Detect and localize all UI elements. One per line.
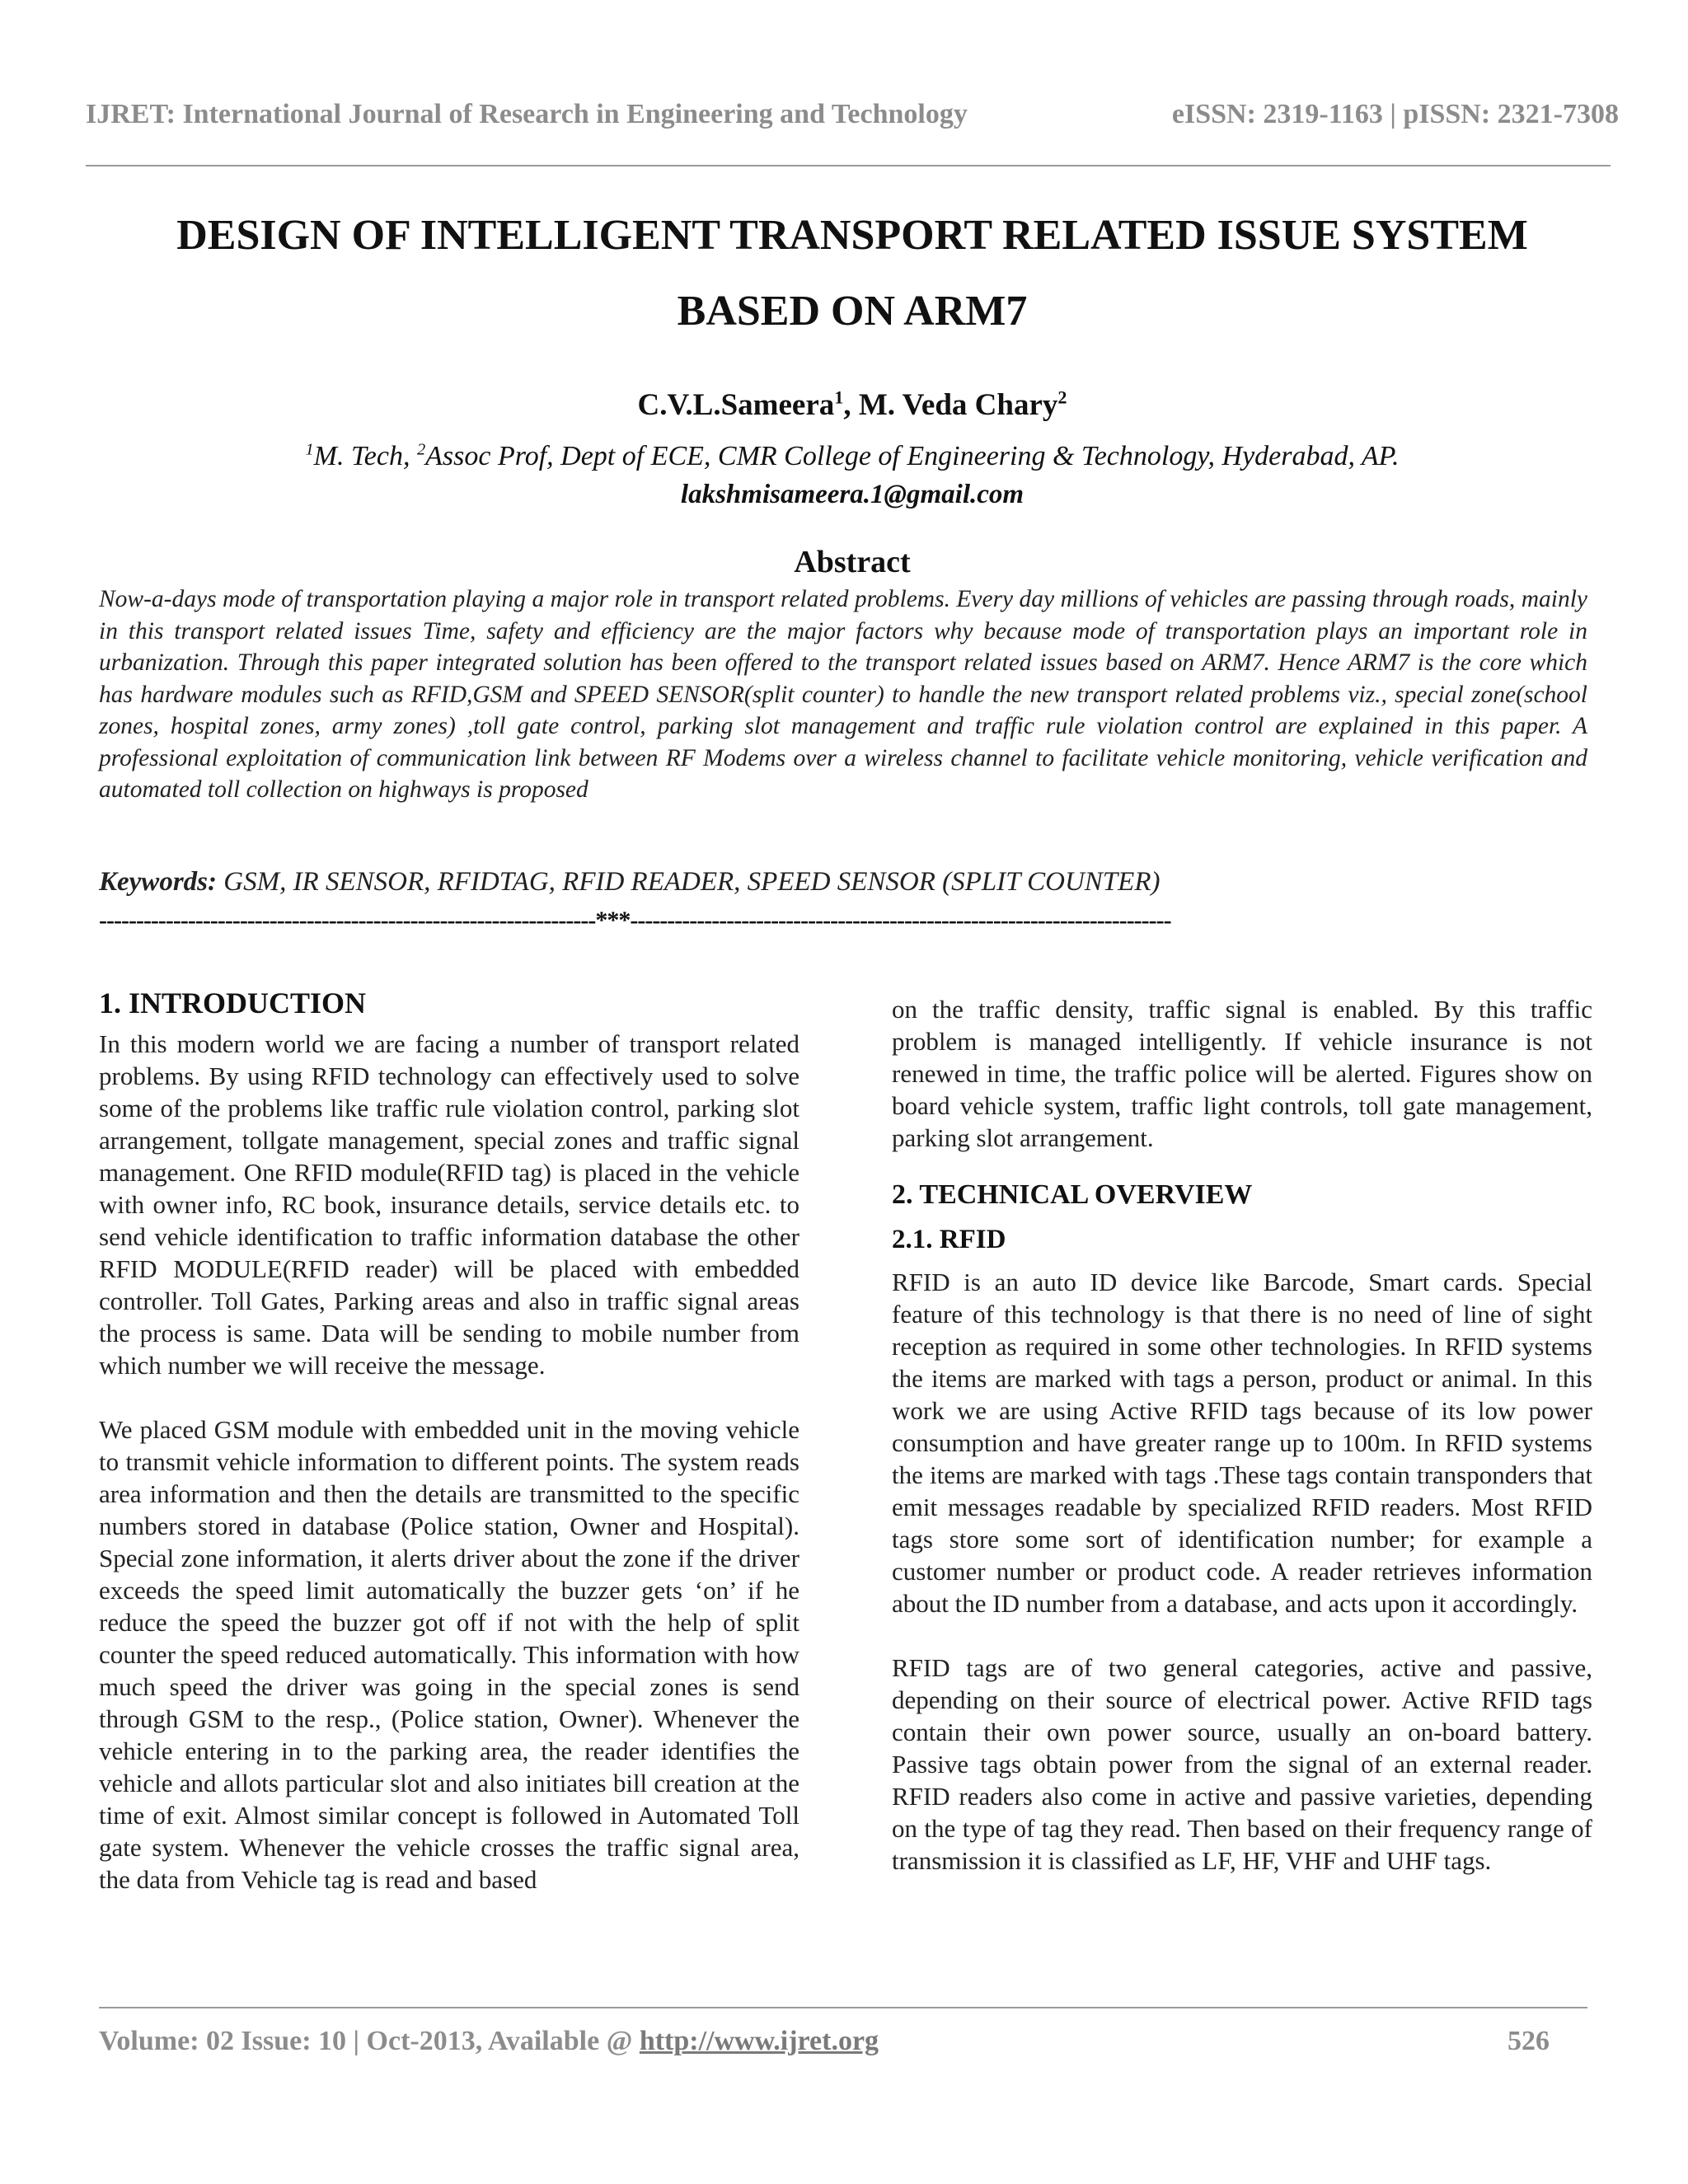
title-line-2: BASED ON ARM7 xyxy=(677,288,1028,335)
technical-overview-heading: 2. TECHNICAL OVERVIEW xyxy=(892,1179,1253,1210)
author-1-marker: 1 xyxy=(834,387,844,408)
affiliation xyxy=(86,441,1619,472)
issn-info: eISSN: 2319-1163 | pISSN: 2321-7308 xyxy=(1171,99,1619,129)
volume-info: Volume: 02 Issue: 10 | Oct-2013, Available @ xyxy=(99,2026,640,2056)
intro-paragraph-1: In this modern world we are facing a number of transport related problems. By using RFID technology can effectively used to solve some of the problems like traffic rule violation control, parking slot arrangement, tollgate management, special zones and traffic signal management. One RFID module(RFID tag) is placed in the vehicle with owner info, RC book, insurance details, service details etc. to send vehicle identification to traffic information database the other RFID MODULE(RFID reader) will be placed with embedded controller. Toll Gates, Parking areas and also in traffic signal areas the process is same. Data will be sending to mobile number from which number we will receive the message. xyxy=(99,1029,799,1380)
author-list xyxy=(86,387,1619,423)
author-separator: , xyxy=(843,388,859,422)
keywords xyxy=(99,867,1587,898)
affiliation-part-1: M. Tech, xyxy=(313,441,417,471)
paper-title xyxy=(86,198,1619,349)
keywords-label: Keywords: xyxy=(99,867,217,897)
introduction-heading: 1. INTRODUCTION xyxy=(99,987,367,1019)
affiliation-marker-2: 2 xyxy=(416,440,426,459)
author-email: lakshmisameera.1@gmail.com xyxy=(680,480,1025,509)
rfid-heading: 2.1. RFID xyxy=(892,1225,1006,1254)
affiliation-marker-1: 1 xyxy=(305,440,314,459)
left-column xyxy=(99,987,799,1896)
rfid-paragraph-1: RFID is an auto ID device like Barcode, Smart cards. Special feature of this technology is that there is no need of line of sight reception as required in some other technologies. In RFID systems the items are marked with tags a person, product or animal. In this work we are using Active RFID tags because of its low power consumption and have greater range up to 100m. In RFID systems the items are marked with tags .These tags contain transponders that emit messages readable by specialized RFID readers. Most RFID tags store some sort of identification number; for example a customer number or product code. A reader retrieves information about the ID number from a database, and acts upon it accordingly. xyxy=(892,1268,1592,1618)
header-rule xyxy=(86,165,1611,166)
abstract-text: Now-a-days mode of transportation playing a major role in transport related problems. Every day millions of vehicles are passing through roads, mainly in this transport related issues Time, safety and efficiency are the major factors why because mode of transportation plays an important role in urbanization. Through this paper integrated solution has been offered to the transport related issues based on ARM7. Hence ARM7 is the core which has hardware modules such as RFID,GSM and SPEED SENSOR(split counter) to handle the new transport related problems viz., special zone(school zones, hospital zones, army zones) ,toll gate control, parking slot management and traffic rule violation control are explained in this paper. A professional exploitation of communication link between RF Modems over a wireless channel to facilitate vehicle monitoring, vehicle verification and automated toll collection on highways is proposed xyxy=(99,586,1587,803)
running-header xyxy=(86,99,1619,130)
affiliation-part-2: Assoc Prof, Dept of ECE, CMR College of Engineering & Technology, Hyderabad, AP. xyxy=(425,441,1400,471)
rfid-paragraph-2: RFID tags are of two general categories, active and passive, depending on their source of electrical power. Active RFID tags contain their own power source, usually an on-board battery. Passive tags obtain power from the signal of an external reader. RFID readers also come in active and passive varieties, depending on the type of tag they read. Then based on their frequency range of transmission it is classified as LF, HF, VHF and UHF tags. xyxy=(892,1653,1592,1875)
running-footer xyxy=(99,2026,1550,2057)
intro-paragraph-continued: on the traffic density, traffic signal is enabled. By this traffic problem is managed intelligently. If vehicle insurance is not renewed in time, the traffic police will be alerted. Figures show on board vehicle system, traffic light controls, toll gate management, parking slot arrangement. xyxy=(892,995,1592,1152)
title-line-1: DESIGN OF INTELLIGENT TRANSPORT RELATED ISSUE SYSTEM xyxy=(176,212,1528,259)
footer-rule xyxy=(99,2007,1587,2008)
page-number: 526 xyxy=(1507,2026,1550,2056)
abstract-heading: Abstract xyxy=(794,545,911,579)
author-2-marker: 2 xyxy=(1057,387,1067,408)
intro-paragraph-2: We placed GSM module with embedded unit in the moving vehicle to transmit vehicle information to different points. The system reads area information and then the details are transmitted to the specific numbers stored in database (Police station, Owner and Hospital). Special zone information, it alerts driver about the zone if the driver exceeds the speed limit automatically the buzzer gets ‘on’ if he reduce the speed the buzzer got off if not with the help of split counter the speed reduced automatically. This information with how much speed the driver was going in the special zones is send through GSM to the resp., (Police station, Owner). Whenever the vehicle entering in to the parking area, the reader identifies the vehicle and allots particular slot and also initiates bill creation at the time of exit. Almost similar concept is followed in Automated Toll gate system. Whenever the vehicle crosses the traffic signal area, the data from Vehicle tag is read and based xyxy=(99,1415,799,1894)
journal-name: IJRET: International Journal of Research in Engineering and Technology xyxy=(86,99,968,129)
right-column xyxy=(892,993,1592,1877)
author-2: M. Veda Chary xyxy=(858,388,1058,422)
journal-link[interactable]: http://www.ijret.org xyxy=(639,2026,879,2056)
section-separator: -------------------------------------------------------------------***------------------------------------------------------------------------- xyxy=(99,907,1171,934)
author-1: C.V.L.Sameera xyxy=(637,388,835,422)
keywords-text: GSM, IR SENSOR, RFIDTAG, RFID READER, SPEED SENSOR (SPLIT COUNTER) xyxy=(217,867,1160,897)
